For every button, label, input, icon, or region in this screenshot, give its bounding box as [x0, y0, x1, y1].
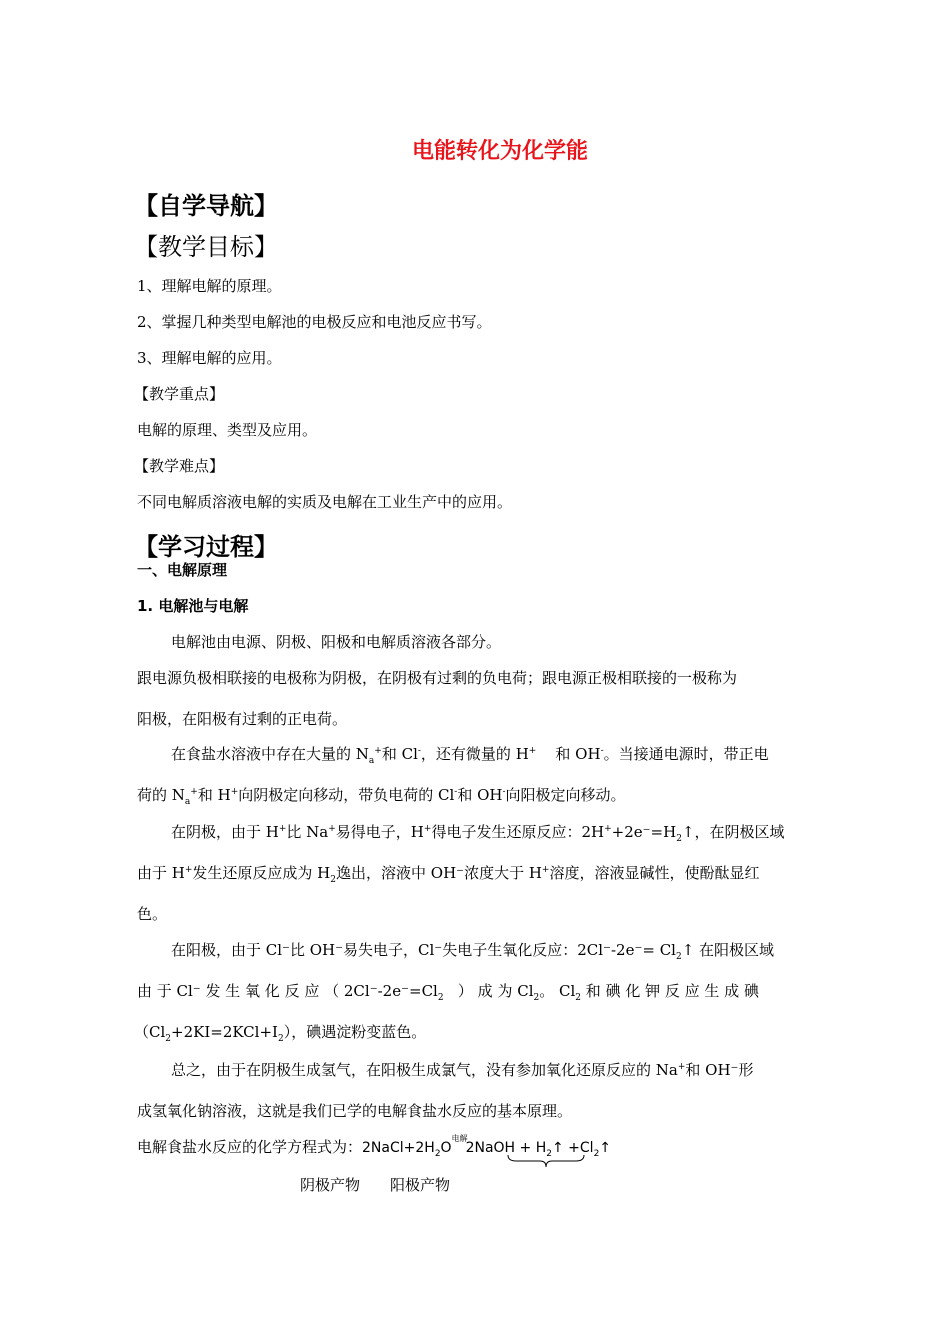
superscript: -: [502, 787, 506, 797]
paragraph-line: 色。: [137, 905, 168, 923]
subscript: a: [184, 797, 191, 807]
subscript: 2: [330, 875, 336, 885]
text-run: ↑ 在阳极区域: [681, 941, 775, 959]
paragraph: 电解池由电源、阴极、阳极和电解质溶液各部分。: [171, 633, 502, 651]
paragraph-line: [171, 1059, 753, 1080]
text-run: 得电子发生还原反应：2H: [431, 823, 605, 841]
process-heading: 【学习过程】: [134, 533, 278, 561]
cathode-product-label: 阴极产物: [300, 1176, 361, 1194]
text-run: +2e⁻=H: [611, 823, 677, 841]
subscript: 2: [546, 1148, 552, 1159]
text-run: ↑，在阴极区域: [681, 823, 785, 841]
part-heading: 一、电解原理: [137, 561, 228, 579]
text-run: 2NaOH + H: [465, 1140, 547, 1156]
text-run: （Cl: [134, 1023, 166, 1041]
text-run: 和 Cl: [381, 745, 418, 763]
key-point-text: 电解的原理、类型及应用。: [137, 421, 318, 439]
text-run: 在阳极，由于 Cl⁻比 OH⁻易失电子，Cl⁻失电子生氧化反应：2Cl⁻-2e⁻= Cl: [171, 941, 676, 959]
paragraph: 跟电源负极相联接的电极称为阴极，在阴极有过剩的负电荷；跟电源正极相联接的一极称为: [137, 669, 738, 687]
superscript: +: [190, 787, 198, 797]
condition-wrap: [451, 1134, 474, 1156]
text-run: 逸出，溶液中 OH⁻浓度大于 H: [336, 864, 542, 882]
paragraph-line: [137, 980, 759, 1003]
subscript: 2: [676, 834, 682, 844]
paragraph: 阳极，在阳极有过剩的正电荷。: [137, 710, 348, 728]
paragraph-line: [134, 1021, 426, 1044]
text-run: 和 OH: [457, 786, 503, 804]
superscript: +: [423, 824, 432, 834]
difficulty-text: 不同电解质溶液电解的实质及电解在工业生产中的应用。: [137, 493, 513, 511]
reaction-condition: 电解: [451, 1134, 468, 1143]
text-run: ↑: [599, 1140, 612, 1156]
subscript: 2: [437, 993, 444, 1003]
subscript: 2: [575, 993, 582, 1003]
text-run: 向阴极定向移动，带负电荷的 Cl: [238, 786, 455, 804]
text-run: 由 于 Cl⁻ 发 生 氧 化 反 应 （ 2Cl⁻-2e⁻=Cl: [137, 982, 438, 1000]
text-run: 溶度，溶液显碱性，使酚酞显红: [549, 864, 760, 882]
subscript: 2: [165, 1034, 172, 1044]
text-run: 。当接通电源时，带正电: [603, 745, 769, 763]
text-run: 总之，由于在阴极生成氢气，在阳极生成氯气，没有参加氧化还原反应的 Na: [171, 1061, 678, 1079]
paragraph-line: [171, 821, 785, 844]
paragraph-line: [171, 939, 774, 962]
anode-product-label: 阳极产物: [390, 1176, 451, 1194]
text-run: ，还有微量的 H: [420, 745, 529, 763]
text-run: 和 H: [197, 786, 231, 804]
text-run: 易得电子，H: [335, 823, 424, 841]
key-point-heading: 【教学重点】: [134, 385, 225, 403]
superscript: +: [184, 865, 193, 875]
superscript: +: [230, 787, 239, 797]
paragraph-line: [137, 862, 759, 885]
text-run: 和 OH: [555, 745, 601, 763]
text-run: 和 OH⁻形: [685, 1061, 754, 1079]
text-run: 和 碘 化 钾 反 应 生 成 碘: [585, 982, 759, 1000]
difficulty-heading: 【教学难点】: [134, 457, 225, 475]
text-run: ） 成 为 Cl: [457, 982, 534, 1000]
superscript: -: [600, 746, 604, 756]
superscript: +: [528, 746, 537, 756]
paragraph-line: [171, 743, 769, 766]
objectives-heading: 【教学目标】: [134, 233, 278, 261]
superscript: +: [541, 865, 550, 875]
superscript: -: [454, 787, 458, 797]
text-run: ），碘遇淀粉变蓝色。: [283, 1023, 427, 1041]
subscript: 2: [593, 1148, 600, 1159]
page-title: 电能转化为化学能: [411, 139, 588, 164]
text-run: 向阳极定向移动。: [505, 786, 626, 804]
text-run: 发生还原反应成为 H: [192, 864, 331, 882]
superscript: +: [328, 824, 336, 834]
text-run: 比 Na: [286, 823, 329, 841]
superscript: -: [417, 746, 421, 756]
text-run: O: [440, 1140, 452, 1156]
superscript: +: [278, 824, 287, 834]
text-run: 在阴极，由于 H: [171, 823, 279, 841]
subscript: 2: [675, 952, 682, 962]
superscript: +: [677, 1062, 686, 1072]
text-run: 荷的 N: [137, 786, 185, 804]
paragraph-line: 成氢氧化钠溶液，这就是我们已学的电解食盐水反应的基本原理。: [137, 1102, 573, 1120]
text-run: 2NaCl+2H: [362, 1140, 435, 1156]
objective-item: 1、理解电解的原理。: [137, 277, 282, 295]
self-study-heading: 【自学导航】: [134, 192, 278, 220]
subscript: a: [368, 756, 375, 766]
equation-label: 电解食盐水反应的化学方程式为：: [137, 1138, 363, 1156]
superscript: +: [374, 746, 382, 756]
text-run: 由于 H: [137, 864, 185, 882]
brace-icon: [506, 1153, 586, 1171]
text-run: 。 Cl: [539, 982, 576, 1000]
objective-item: 3、理解电解的应用。: [137, 349, 282, 367]
text-run: +2KI=2KCl+I: [171, 1023, 278, 1041]
sub-heading: 1. 电解池与电解: [137, 597, 249, 615]
superscript: +: [604, 824, 612, 834]
subscript: 2: [277, 1034, 284, 1044]
paragraph-line: [137, 784, 626, 807]
text-run: 在食盐水溶液中存在大量的 N: [171, 745, 369, 763]
subscript: 2: [533, 993, 540, 1003]
subscript: 2: [434, 1148, 441, 1159]
text-run: ↑ +Cl: [551, 1140, 594, 1156]
objective-item: 2、掌握几种类型电解池的电极反应和电池反应书写。: [137, 313, 492, 331]
